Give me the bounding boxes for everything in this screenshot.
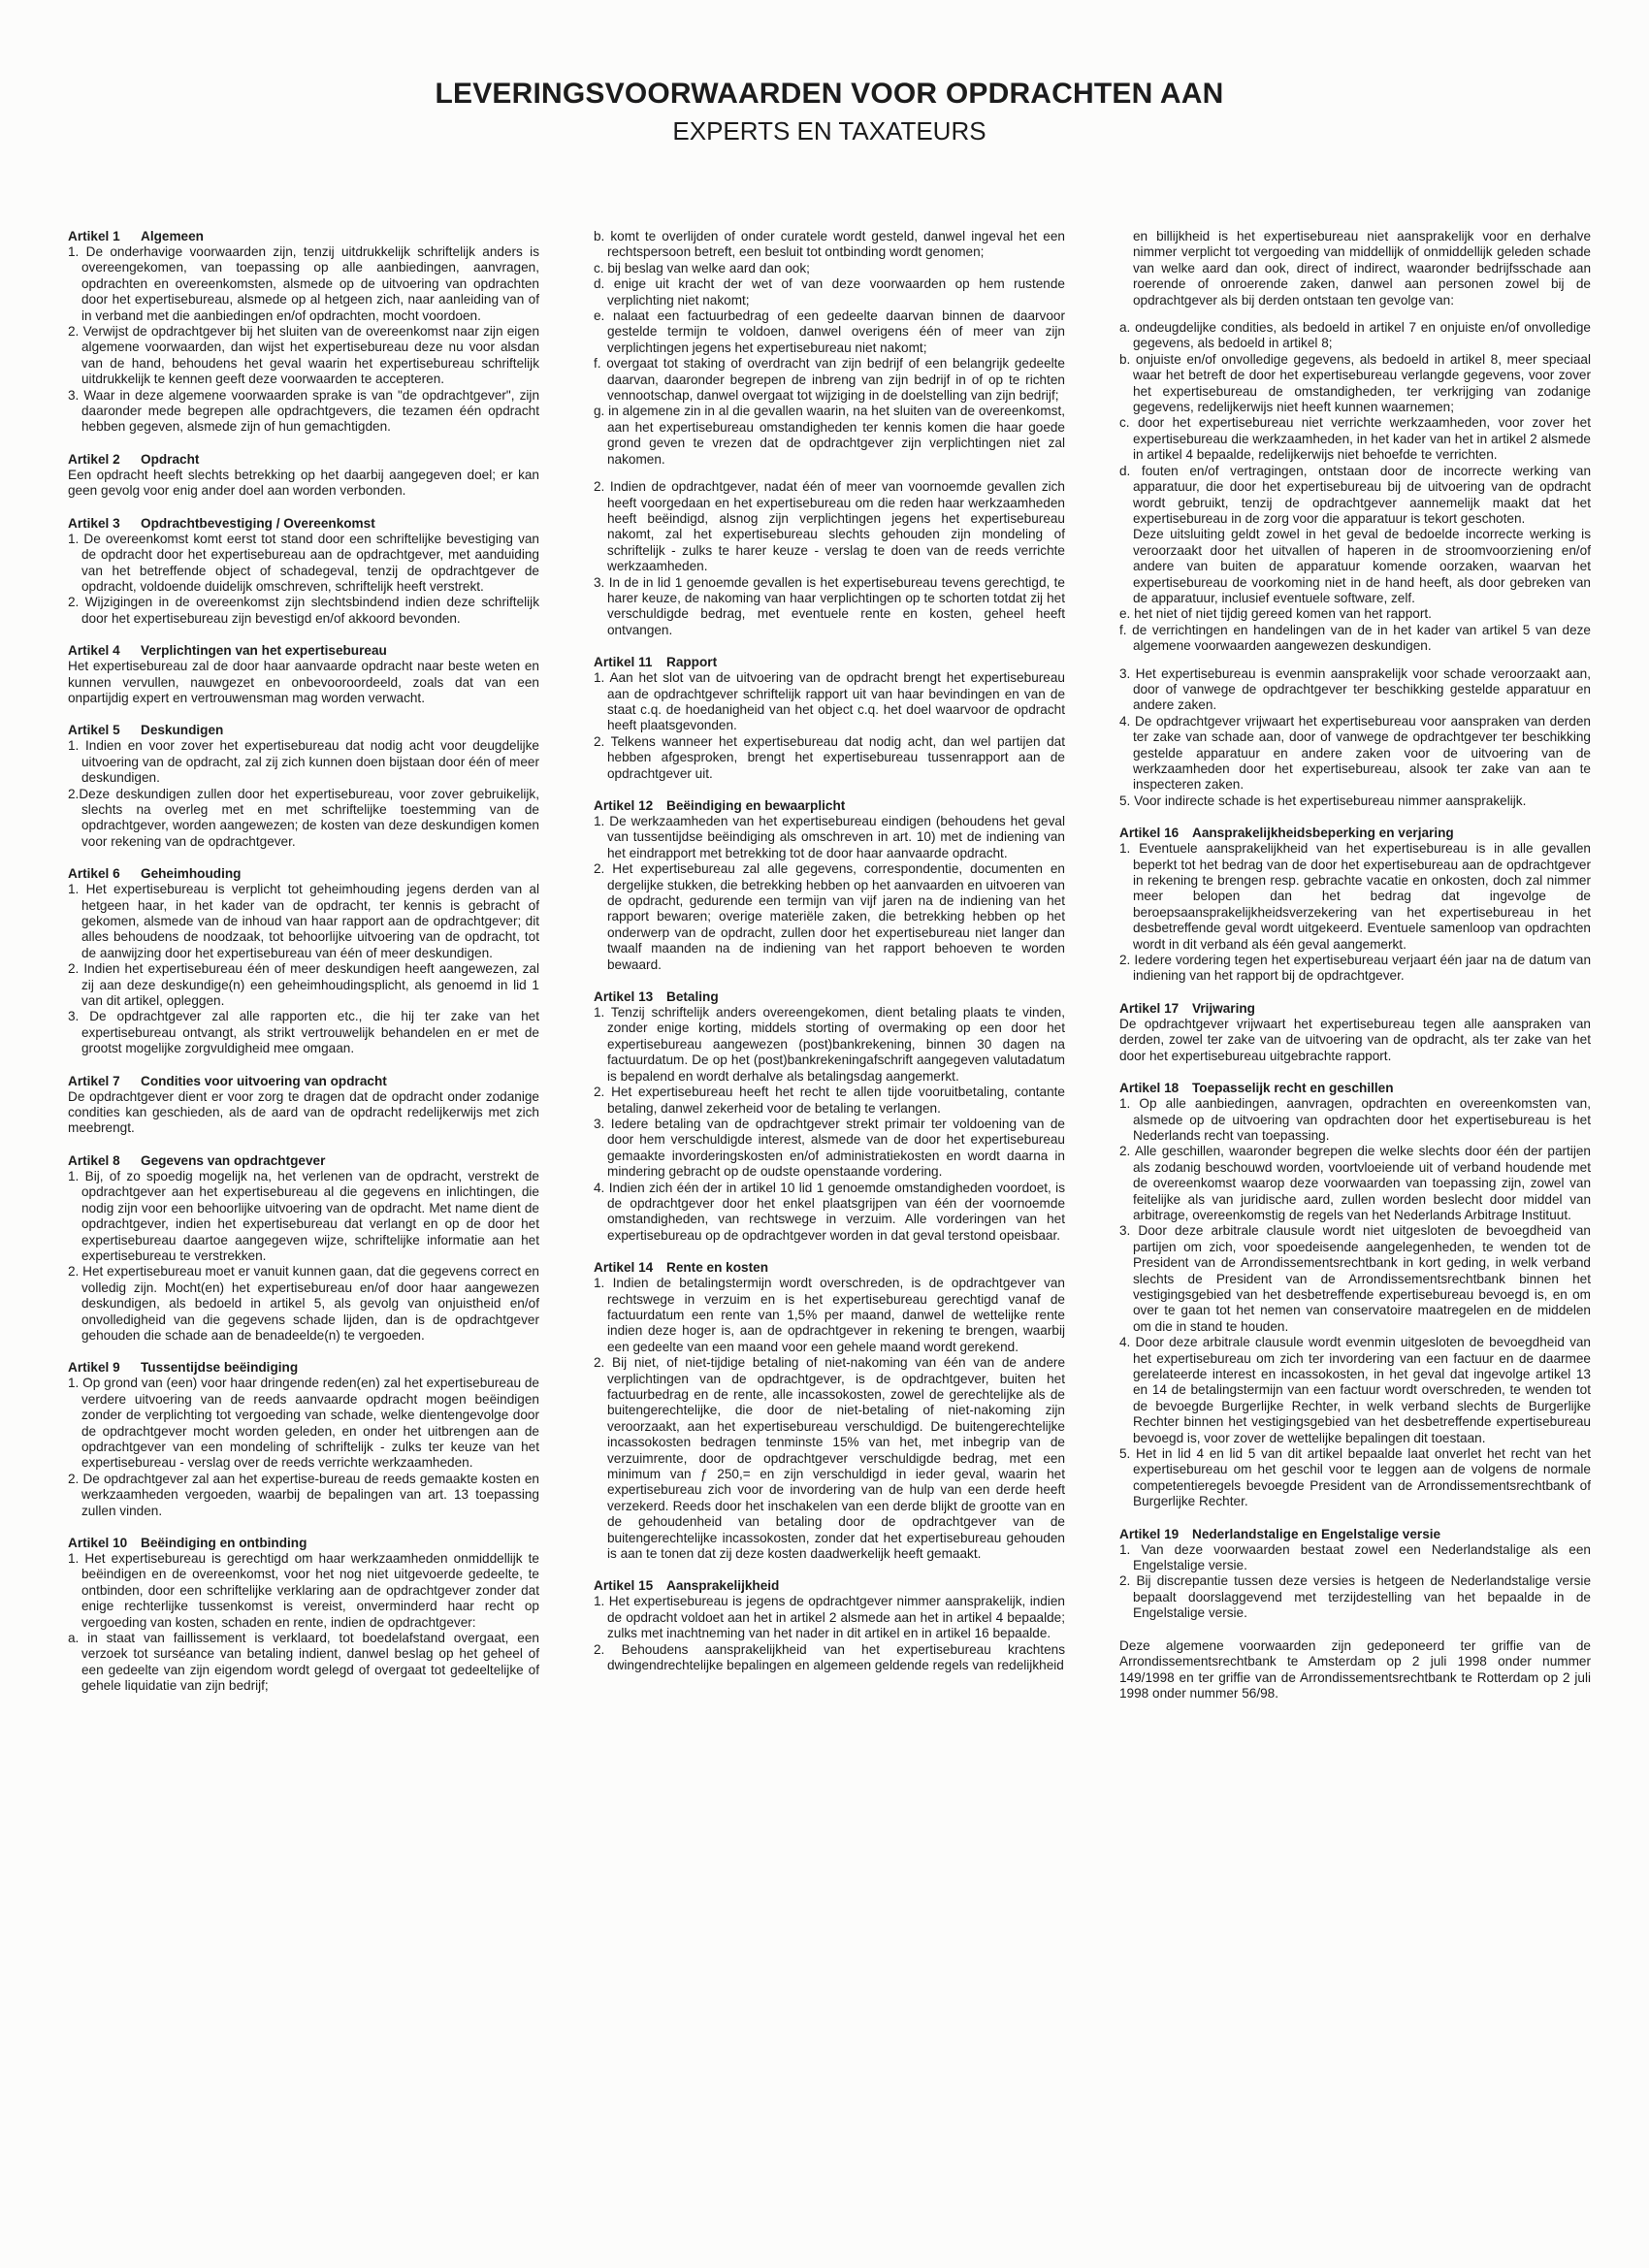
article-subclause: d. enige uit kracht der wet of van deze voorwaarden op hem rustende verplichting niet nakomt; <box>594 276 1065 308</box>
article-paragraph: 4. Door deze arbitrale clausule wordt evenmin uitgesloten de bevoegdheid van het expertisebureau om zich ter invordering van een factuur en de daarmee gerelateerde interest en incassokosten, in het geval dat ingevolge artikel 13 en 14 de betalingstermijn van een factuur wordt overschreden, te wenden tot de bevoegde Burgerlijke Rechter, in welk verband slechts de Burgerlijke Rechter binnen het vestigingsgebied van het desbetreffende expertisebureau bevoegd is, voor zover de wettelijke bepalingen dit toestaan. <box>1119 1335 1591 1445</box>
article-paragraph: 2. Het expertisebureau moet er vanuit kunnen gaan, dat die gegevens correct en volledig zijn. Mocht(en) het expertisebureau en/of door haar aangewezen deskundigen, als bedoeld in artikel 5, als gevolg van onjuistheid en/of onvolledigheid van die gegevens schade lijden, dan is de opdrachtgever gehouden die schade aan de benadeelde(n) te vergoeden. <box>68 1264 539 1343</box>
article-paragraph: 2. Verwijst de opdrachtgever bij het sluiten van de overeenkomst naar zijn eigen algemene voorwaarden, dan wijst het expertisebureau deze nu voor alsdan van de hand, behoudens het geval waarin het expertisebureau schriftelijk uitdrukkelijk te kennen geeft deze voorwaarden te accepteren. <box>68 324 539 387</box>
article-number: Artikel 14 <box>594 1260 654 1276</box>
article-title: Nederlandstalige en Engelstalige versie <box>1192 1526 1441 1541</box>
article-number: Artikel 1 <box>68 229 120 243</box>
article-title: Gegevens van opdrachtgever <box>141 1152 326 1168</box>
article-paragraph: 2. Bij niet, of niet-tijdige betaling of niet-nakoming van één van de andere verplichtingen van de opdrachtgever, is de opdrachtgever, buiten het factuurbedrag en de rente, alle incassokosten, zowel de gerechtelijke als de buitengerechtelijke, die door de niet-betaling of niet-nakoming zijn veroorzaakt, aan het expertisebureau verschuldigd. De buitengerechtelijke incassokosten bedragen tenminste 15% van het, met inbegrip van de verzuimrente, door de opdrachtgever verschuldigde bedrag, met een minimum van ƒ 250,= en zijn verschuldigd in ieder geval, waarin het expertisebureau zich voor de invordering van de hulp van een derde heeft verzekerd. Reeds door het inschakelen van een derde blijkt de grootte van en de gehoudenheid van betaling door de opdrachtgever van de buitengerechtelijke incassokosten, zonder dat het expertisebureau gehouden is aan te tonen dat zij deze kosten daadwerkelijk heeft gemaakt. <box>594 1355 1065 1562</box>
article <box>68 866 539 1056</box>
article-paragraph: 2. Het expertisebureau heeft het recht te allen tijde vooruitbetaling, contante betaling, danwel zekerheid voor de betaling te verlangen. <box>594 1085 1065 1116</box>
document-subtitle: EXPERTS EN TAXATEURS <box>672 116 986 146</box>
article <box>594 989 1065 1244</box>
article-number: Artikel 5 <box>68 723 120 738</box>
article-title: Toepasselijk recht en geschillen <box>1192 1081 1394 1096</box>
article-heading <box>68 723 539 738</box>
article <box>594 1260 1065 1562</box>
article-subclause-continuation: Deze uitsluiting geldt zowel in het geval de bedoelde incorrecte werking is veroorzaakt door het uitvallen of haperen in de stroomvoorziening en/of andere van buiten de apparatuur komende oorzaken, waarvan het expertisebureau de voorkoming niet in de hand heeft, als door gebreken van de apparatuur, inclusief eventuele software, zelf. <box>1133 527 1591 605</box>
article-subclause: g. in algemene zin in al die gevallen waarin, na het sluiten van de overeenkomst, aan het expertisebureau omstandigheden ter kennis komen die haar goede grond geven te vrezen dat de opdrachtgever zijn verplichtingen niet zal nakomen. <box>594 404 1065 467</box>
article-number: Artikel 4 <box>68 643 120 659</box>
article-heading <box>594 1578 1065 1594</box>
article-subclause: d. fouten en/of vertragingen, ontstaan door de incorrecte werking van apparatuur, die door het expertisebureau bij de uitvoering van de opdracht wordt gebruikt, tenzij de opdrachtgever aannemelijk maakt dat het expertisebureau in de zorg voor die apparatuur is tekort geschoten. <box>1119 463 1591 526</box>
article-paragraph: 2.Deze deskundigen zullen door het expertisebureau, voor zover gebruikelijk, slechts na overleg met en met schriftelijke toestemming van de opdrachtgever, worden aangewezen; de kosten van deze deskundigen komen voor rekening van de opdrachtgever. <box>68 786 539 849</box>
article-number: Artikel 12 <box>594 798 654 813</box>
article-title: Rente en kosten <box>666 1260 768 1276</box>
article-heading <box>594 989 1065 1005</box>
article-title: Aansprakelijkheidsbeperking en verjaring <box>1192 826 1454 841</box>
article-heading <box>68 643 539 659</box>
article-number: Artikel 8 <box>68 1152 120 1168</box>
article-paragraph: 1. De onderhavige voorwaarden zijn, tenzij uitdrukkelijk schriftelijk anders is overeengekomen, van toepassing op alle aanbiedingen, aanvragen, opdrachten en overeenkomsten, alsmede op de uitvoering van opdrachten door het expertisebureau, alsmede op al hetgeen zich, naar aanleiding van of in verband met die aanbiedingen en/of opdrachten, mocht voordoen. <box>68 244 539 323</box>
article <box>68 516 539 627</box>
article-number: Artikel 3 <box>68 515 120 531</box>
article-heading <box>1119 1081 1591 1096</box>
article-paragraph: 2. Telkens wanneer het expertisebureau dat nodig acht, dan wel partijen dat hebben afgesproken, brengt het expertisebureau tussenrapport aan de opdrachtgever uit. <box>594 733 1065 781</box>
article-number: Artikel 15 <box>594 1578 654 1594</box>
article-title: Rapport <box>666 655 718 670</box>
article-subclause: a. ondeugdelijke condities, als bedoeld in artikel 7 en onjuiste en/of onvolledige gegevens, als bedoeld in artikel 8; <box>1119 320 1591 351</box>
article-text: De opdrachtgever vrijwaart het expertisebureau tegen alle aanspraken van derden, zowel ter zake van de uitvoering van de opdracht, als ter zake van het door het expertisebureau uitgebrachte rapport. <box>1119 1016 1591 1063</box>
article <box>1119 826 1591 985</box>
document-title: LEVERINGSVOORWAARDEN VOOR OPDRACHTEN AAN <box>435 78 1224 110</box>
article-title: Verplichtingen van het expertisebureau <box>141 643 387 659</box>
spacer <box>1119 655 1591 666</box>
article-paragraph: 1. Indien en voor zover het expertisebureau dat nodig acht voor deugdelijke uitvoering van de opdracht, zal zij zich kunnen doen bijstaan door één of meer deskundigen. <box>68 738 539 786</box>
article-heading <box>68 516 539 532</box>
article-paragraph: 2. Indien het expertisebureau één of meer deskundigen heeft aangewezen, zal zij aan deze deskundige(n) een geheimhoudingsplicht, als genoemd in lid 1 van dit artikel, opleggen. <box>68 961 539 1009</box>
article-title: Deskundigen <box>141 723 224 738</box>
article-paragraph: 2. Behoudens aansprakelijkheid van het expertisebureau krachtens dwingendrechtelijke bepalingen en algemeen geldende regels van redelijkheid <box>594 1641 1065 1673</box>
article <box>594 1578 1065 1673</box>
article-title: Vrijwaring <box>1192 1000 1255 1016</box>
spacer <box>594 468 1065 479</box>
article-text: Het expertisebureau zal de door haar aanvaarde opdracht naar beste weten en kunnen vervullen, nauwgezet en onbevooroordeeld, zoals dat van een onpartijdig expert en vertrouwensman mag worden verwacht. <box>68 659 539 705</box>
article <box>68 643 539 706</box>
article-paragraph: 4. Indien zich één der in artikel 10 lid 1 genoemde omstandigheden voordoet, is de opdrachtgever door het enkel plaatsgrijpen van één der voornoemde omstandigheden, van rechtswege in verzuim. Alle vorderingen van het expertisebureau op de opdrachtgever worden in dat geval terstond opeisbaar. <box>594 1180 1065 1243</box>
article <box>68 1360 539 1519</box>
article-text: De opdrachtgever dient er voor zorg te dragen dat de opdracht onder zodanige condities kan geschieden, als de aard van de opdracht redelijkerwijs met zich meebrengt. <box>68 1088 539 1136</box>
article-paragraph: 1. Op alle aanbiedingen, aanvragen, opdrachten en overeenkomsten van, alsmede op de uitvoering van opdrachten door het expertisebureau is het Nederlands recht van toepassing. <box>1119 1096 1591 1143</box>
article-title: Algemeen <box>141 229 204 243</box>
article-subclause: b. onjuiste en/of onvolledige gegevens, als bedoeld in artikel 8, meer speciaal waar het betreft de door het expertisebureau verlangde gegevens, voor zover het expertisebureau de omstandigheden, ter verkrijging van zodanige gegevens, redelijkerwijs niet heeft kunnen waarnemen; <box>1119 351 1591 415</box>
article-number: Artikel 16 <box>1119 826 1180 841</box>
article-heading <box>1119 1001 1591 1017</box>
article-paragraph: 2. Alle geschillen, waaronder begrepen die welke slechts door één der partijen als zodanig beschouwd worden, voortvloeiende uit of verband houdende met de overeenkomst waarop deze voorwaarden van toepassing zijn, zowel van feitelijke als van juridische aard, zullen worden beslecht door middel van arbitrage, overeenkomstig de regels van het Nederlands Arbitrage Instituut. <box>1119 1144 1591 1222</box>
article-paragraph: 1. Aan het slot van de uitvoering van de opdracht brengt het expertisebureau aan de opdrachtgever schriftelijk rapport uit van haar bevindingen en van de staat c.q. de hoedanigheid van het object c.q. het doel waarvoor de opdracht heeft plaatsgevonden. <box>594 670 1065 733</box>
article-heading <box>594 655 1065 670</box>
article-paragraph: 3. Iedere betaling van de opdrachtgever strekt primair ter voldoening van de door hem verschuldigde interest, alsmede van de door het expertisebureau gemaakte invorderingskosten en/of administratiekosten en wordt daarna in mindering gebracht op de oudste openstaande vordering. <box>594 1116 1065 1180</box>
article-paragraph: 1. Eventuele aansprakelijkheid van het expertisebureau is in alle gevallen beperkt tot het bedrag van de door het expertisebureau aan de opdrachtgever in rekening te brengen resp. gebrachte vacatie en onkosten, doch zal nimmer meer belopen dan het bedrag dat ingevolge de beroepsaansprakelijkheidsverzekering van het expertisebureau in het desbetreffende geval wordt uitgekeerd. Eventuele samenloop van opdrachten wordt in dit verband als één geval aangemerkt. <box>1119 841 1591 952</box>
article-paragraph: 4. De opdrachtgever vrijwaart het expertisebureau voor aanspraken van derden ter zake van schade aan, door of vanwege de opdrachtgever ter beschikking gestelde apparatuur en andere zaken voor de uitvoering van de werkzaamheden door het expertisebureau, alsook ter zake van aan te inspecteren zaken. <box>1119 713 1591 793</box>
article-heading <box>68 1074 539 1089</box>
article-number: Artikel 9 <box>68 1360 120 1376</box>
article-paragraph: 1. Het expertisebureau is jegens de opdrachtgever nimmer aansprakelijk, indien de opdracht voldoet aan het in artikel 2 alsmede aan het in artikel 4 bepaalde; zulks met inachtneming van het nader in dit artikel en in artikel 16 bepaalde. <box>594 1594 1065 1641</box>
article-paragraph: 3. De opdrachtgever zal alle rapporten etc., die hij ter zake van het expertisebureau ontvangt, als strikt vertrouwelijk behandelen en er met de grootst mogelijke zorgvuldigheid mee omgaan. <box>68 1009 539 1056</box>
article-subclause: f. overgaat tot staking of overdracht van zijn bedrijf of een belangrijk gedeelte daarvan, daaronder begrepen de inbreng van zijn bedrijf in of op te richten vennootschap, danwel overgaat tot wijziging in de doelstelling van zijn bedrijf; <box>594 356 1065 404</box>
article-heading <box>68 1360 539 1376</box>
article-subclause: c. bij beslag van welke aard dan ook; <box>594 260 810 275</box>
article-subclause: e. het niet of niet tijdig gereed komen van het rapport. <box>1119 606 1432 622</box>
article-heading <box>68 229 539 244</box>
title-block <box>68 76 1591 147</box>
article-paragraph: 1. Van deze voorwaarden bestaat zowel een Nederlandstalige als een Engelstalige versie. <box>1119 1541 1591 1573</box>
article-title: Opdracht <box>141 451 200 467</box>
article-heading <box>1119 1527 1591 1542</box>
article-title: Opdrachtbevestiging / Overeenkomst <box>141 515 375 531</box>
article-number: Artikel 11 <box>594 655 653 670</box>
article-subclause: a. in staat van faillissement is verklaard, tot boedelafstand overgaat, een verzoek tot surséance van betaling indient, danwel beslag op het geheel of een gedeelte van zijn eigendom wordt gelegd of overgaat tot gedeeltelijke of gehele liquidatie van zijn bedrijf; <box>68 1631 539 1694</box>
article-paragraph: 3. In de in lid 1 genoemde gevallen is het expertisebureau tevens gerechtigd, te harer keuze, de nakoming van haar verplichtingen op te schorten totdat zij het verschuldigde bedrag, met eventuele rente en kosten, geheel heeft ontvangen. <box>594 574 1065 637</box>
article-number: Artikel 2 <box>68 451 120 467</box>
article-15-continuation <box>1119 229 1591 809</box>
article-title: Tussentijdse beëindiging <box>141 1360 299 1376</box>
text-columns <box>68 229 1591 1711</box>
article-title: Betaling <box>666 989 719 1005</box>
article-number: Artikel 13 <box>594 989 654 1005</box>
article <box>68 1153 539 1344</box>
article <box>68 1536 539 1695</box>
article <box>594 655 1065 782</box>
article-number: Artikel 19 <box>1119 1526 1180 1541</box>
article-number: Artikel 17 <box>1119 1000 1180 1016</box>
article-continuation-text: en billijkheid is het expertisebureau niet aansprakelijk voor en derhalve nimmer verplicht tot vergoeding van middellijk of onmiddellijk geleden schade van welke aard dan ook, direct of indirect, waaronder bedrijfsschade aan roerende of onroerende zaken, danwel aan personen zowel bij de opdrachtgever als bij derden ontstaan ten gevolge van: <box>1133 229 1591 308</box>
article-paragraph: 2. De opdrachtgever zal aan het expertise-bureau de reeds gemaakte kosten en werkzaamheden vergoeden, waarbij de bepalingen van art. 13 toepassing zullen vinden. <box>68 1471 539 1518</box>
article-heading <box>68 1536 539 1551</box>
article-text: Een opdracht heeft slechts betrekking op het daarbij aangegeven doel; er kan geen gevolg voor enig ander doel aan worden verbonden. <box>68 467 539 499</box>
article-title: Geheimhouding <box>141 866 242 882</box>
article-paragraph: 1. Het expertisebureau is gerechtigd om haar werkzaamheden onmiddellijk te beëindigen en de overeenkomst, voor het nog niet uitgevoerde gedeelte, te ontbinden, door een schriftelijke verklaring aan de opdrachtgever zonder dat enige rechterlijke tussenkomst is vereist, onverminderd haar recht op vergoeding van kosten, schaden en rente, indien de opdrachtgever: <box>68 1551 539 1630</box>
article-paragraph: 1. Bij, of zo spoedig mogelijk na, het verlenen van de opdracht, verstrekt de opdrachtgever aan het expertisebureau al die gegevens en inlichtingen, die nodig zijn voor een behoorlijke uitvoering van de opdracht. Met name dient de opdrachtgever, indien het expertisebureau dat verlangt en op de door het expertisebureau daartoe aangegeven wijze, schriftelijke informatie aan het expertisebureau te verstrekken. <box>68 1168 539 1263</box>
article-number: Artikel 6 <box>68 866 120 882</box>
article-heading <box>68 452 539 468</box>
article <box>1119 1001 1591 1064</box>
column-3 <box>1119 229 1591 1711</box>
article-subclause: b. komt te overlijden of onder curatele wordt gesteld, danwel ingeval het een rechtspersoon betreft, een besluit tot ontbinding wordt genomen; <box>594 229 1065 260</box>
article <box>68 229 539 436</box>
article-subclause: f. de verrichtingen en handelingen van de in het kader van artikel 5 van deze algemene voorwaarden aangewezen deskundigen. <box>1119 622 1591 654</box>
article-paragraph: 3. Door deze arbitrale clausule wordt niet uitgesloten de bevoegdheid van partijen om zich, voor spoedeisende aangelegenheden, te wenden tot de President van de Arrondissementsrechtbank in kort geding, in welk verband slechts de President van de Arrondissementsrechtbank binnen het vestigingsgebied van het desbetreffende expertisebureau bevoegd is, en om over te gaan tot het nemen van conservatoire maatregelen en de middelen om die in stand te houden. <box>1119 1223 1591 1334</box>
article-paragraph: 2. Indien de opdrachtgever, nadat één of meer van voornoemde gevallen zich heeft voorgedaan en het expertisebureau om die reden haar werkzaamheden heeft beëindigd, alsnog zijn verplichtingen jegens het expertisebureau nakomt, zal het expertisebureau slechts gehouden zijn mondeling of schriftelijk - zulks te harer keuze - verslag te doen van de reeds verrichte werkzaamheden. <box>594 479 1065 574</box>
article-paragraph: 5. Voor indirecte schade is het expertisebureau nimmer aansprakelijk. <box>1119 793 1527 808</box>
article <box>68 452 539 500</box>
article-paragraph: 2. Bij discrepantie tussen deze versies is hetgeen de Nederlandstalige versie bepaalt doorslaggevend met terzijdestelling van het bepaalde in de Engelstalige versie. <box>1119 1573 1591 1621</box>
article-paragraph: 1. Het expertisebureau is verplicht tot geheimhouding jegens derden van al hetgeen haar, in het kader van de opdracht, ter kennis is gebracht of gekomen, alsmede van de inhoud van haar rapport aan de opdrachtgever; dit alles behoudens de noodzaak, tot behoorlijke uitvoering van de opdracht, tot de aanwijzing door het expertisebureau van één of meer deskundigen. <box>68 882 539 960</box>
article <box>68 723 539 850</box>
article-title: Aansprakelijkheid <box>666 1578 780 1594</box>
column-1 <box>68 229 539 1711</box>
spacer <box>1119 308 1591 320</box>
article-title: Beëindiging en ontbinding <box>141 1536 307 1550</box>
article-paragraph: 1. De werkzaamheden van het expertisebureau eindigen (behoudens het geval van tussentijdse beëindiging als omschreven in art. 10) met de indiening van het eindrapport met betrekking tot de door haar aanvaarde opdracht. <box>594 814 1065 860</box>
article-paragraph: 1. Tenzij schriftelijk anders overeengekomen, dient betaling plaats te vinden, zonder enige korting, middels storting of overmaking op een door het expertisebureau aangewezen (post)bankrekening, binnen 30 dagen na factuurdatum. De op het (post)bankrekeningafschrift aangegeven valutadatum is bepalend en wordt derhalve als betalingsdag aangemerkt. <box>594 1005 1065 1084</box>
article-heading <box>1119 826 1591 841</box>
article-title: Condities voor uitvoering van opdracht <box>141 1073 387 1088</box>
article-paragraph: 2. Iedere vordering tegen het expertisebureau verjaart één jaar na de datum van indiening van het rapport bij de opdrachtgever. <box>1119 953 1591 984</box>
article-paragraph: 2. Wijzigingen in de overeenkomst zijn slechtsbindend indien deze schriftelijk door het expertisebureau zijn bevestigd en/of akkoord bevonden. <box>68 595 539 626</box>
article-number: Artikel 7 <box>68 1073 120 1088</box>
column-2 <box>594 229 1065 1711</box>
article-heading <box>594 1260 1065 1276</box>
article <box>594 798 1065 973</box>
article-number: Artikel 18 <box>1119 1081 1180 1096</box>
deposit-note: Deze algemene voorwaarden zijn gedeponeerd ter griffie van de Arrondissementsrechtbank te Amsterdam op 2 juli 1998 onder nummer 149/1998 en ter griffie van de Arrondissementsrechtbank te Rotterdam op 2 juli 1998 onder nummer 56/98. <box>1119 1637 1591 1701</box>
article-paragraph: 1. De overeenkomst komt eerst tot stand door een schriftelijke bevestiging van de opdracht door het expertisebureau aan de opdrachtgever, met aanduiding van het betreffende object of schadegeval, tenzij de opdrachtgever de opdracht, voldoende duidelijk omschreven, schriftelijk heeft verstrekt. <box>68 531 539 594</box>
article-paragraph: 1. Indien de betalingstermijn wordt overschreden, is de opdrachtgever van rechtswege in verzuim en is het expertisebureau gerechtigd vanaf de factuurdatum een rente van 1,5% per maand, danwel de wettelijke rente indien deze hoger is, aan de opdrachtgever in rekening te brengen, waarbij een gedeelte van een maand voor een gehele maand wordt gerekend. <box>594 1276 1065 1354</box>
document-page <box>68 76 1591 2249</box>
article-title: Beëindiging en bewaarplicht <box>666 798 846 813</box>
article-heading <box>68 866 539 882</box>
article-paragraph: 3. Het expertisebureau is evenmin aansprakelijk voor schade veroorzaakt aan, door of vanwege de opdrachtgever ter beschikking gestelde apparatuur en andere zaken. <box>1119 665 1591 713</box>
article-subclause: c. door het expertisebureau niet verrichte werkzaamheden, voor zover het expertisebureau die werkzaamheden, in het kader van het in artikel 2 alsmede in artikel 4 bepaalde, redelijkerwijs niet behoefde te verrichten. <box>1119 415 1591 463</box>
article-paragraph: 3. Waar in deze algemene voorwaarden sprake is van "de opdrachtgever", zijn daaronder mede begrepen alle opdrachtgevers, die tezamen één opdracht hebben gegeven, alsmede zijn of hun gemachtigden. <box>68 387 539 435</box>
article <box>68 1074 539 1137</box>
article-paragraph: 2. Het expertisebureau zal alle gegevens, correspondentie, documenten en dergelijke stukken, die betrekking hebben op het aanvaarden en uitvoeren van de opdracht, gedurende een termijn van vijf jaren na de indiening van het rapport bewaren; overige materiële zaken, die betrekking hebben op het onderwerp van de opdracht, zullen door het expertisebureau niet langer dan twaalf maanden na de indiening van het rapport behoeven te worden bewaard. <box>594 861 1065 972</box>
article-heading <box>594 798 1065 814</box>
article <box>1119 1527 1591 1622</box>
article-subclause: e. nalaat een factuurbedrag of een gedeelte daarvan binnen de daarvoor gestelde termijn te voldoen, danwel overigens één of meer van zijn verplichtingen jegens het expertisebureau niet nakomt; <box>594 308 1065 355</box>
article <box>1119 1081 1591 1510</box>
article-number: Artikel 10 <box>68 1536 128 1550</box>
article-heading <box>68 1153 539 1169</box>
article-paragraph: 5. Het in lid 4 en lid 5 van dit artikel bepaalde laat onverlet het recht van het expertisebureau om het geschil voor te leggen aan de volgens de normale competentieregels bevoegde President van de Arrondissementsrechtbank of Burgerlijke Rechter. <box>1119 1446 1591 1509</box>
article-paragraph: 1. Op grond van (een) voor haar dringende reden(en) zal het expertisebureau de verdere uitvoering van de reeds aanvaarde opdracht mogen beëindigen zonder de verplichting tot vergoeding van schade, welke dientengevolge door de opdrachtgever mocht worden geleden, en onder het uitbrengen aan de opdrachtgever van een mondeling of schriftelijk - zulks ter keuze van het expertisebureau - verslag over de reeds verrichte werkzaamheden. <box>68 1376 539 1471</box>
article-10-continuation <box>594 229 1065 638</box>
